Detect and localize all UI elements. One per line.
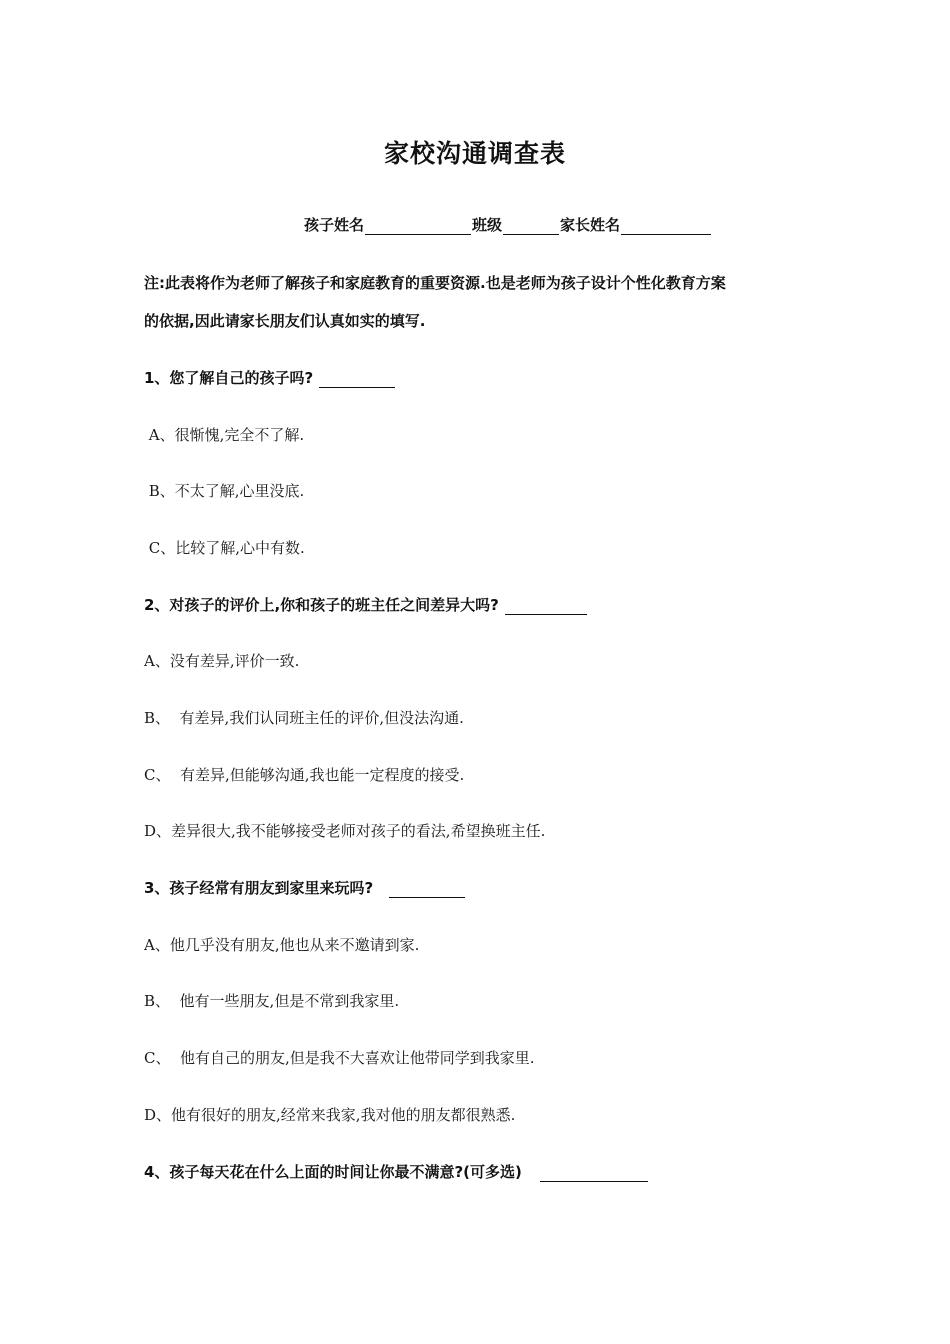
question-1-answer-field[interactable]: [319, 371, 395, 388]
page-title: 家校沟通调查表: [383, 139, 566, 168]
question-3-option-a: A、他几乎没有朋友,他也从来不邀请到家.: [144, 936, 420, 954]
note-line-1: 注:此表将作为老师了解孩子和家庭教育的重要资源.也是老师为孩子设计个性化教育方案: [144, 274, 726, 292]
class-field[interactable]: [503, 218, 559, 235]
class-label: 班级: [472, 216, 503, 234]
question-1-option-c: C、比较了解,心中有数.: [144, 539, 305, 557]
child-name-field[interactable]: [365, 218, 471, 235]
question-2-option-b: B、 有差异,我们认同班主任的评价,但没法沟通.: [144, 709, 464, 727]
question-4-text: 4、孩子每天花在什么上面的时间让你最不满意?(可多选): [144, 1163, 522, 1181]
info-line: [304, 214, 712, 235]
question-1-text: 1、您了解自己的孩子吗?: [144, 369, 314, 387]
question-2-option-d: D、差异很大,我不能够接受老师对孩子的看法,希望换班主任.: [144, 822, 546, 840]
question-3-answer-field[interactable]: [389, 881, 465, 898]
parent-name-label: 家长姓名: [560, 216, 621, 234]
question-3-option-d: D、他有很好的朋友,经常来我家,我对他的朋友都很熟悉.: [144, 1106, 516, 1124]
question-1-option-a: A、很惭愧,完全不了解.: [144, 426, 305, 444]
question-2: [144, 594, 587, 615]
note-line-2: 的依据,因此请家长朋友们认真如实的填写.: [144, 312, 426, 330]
question-3: [144, 877, 465, 898]
question-3-text: 3、孩子经常有朋友到家里来玩吗?: [144, 879, 374, 897]
question-1-option-b: B、不太了解,心里没底.: [144, 482, 305, 500]
question-1: [144, 367, 395, 388]
question-3-option-c: C、 他有自己的朋友,但是我不大喜欢让他带同学到我家里.: [144, 1049, 535, 1067]
question-2-answer-field[interactable]: [505, 598, 587, 615]
child-name-label: 孩子姓名: [304, 216, 365, 234]
parent-name-field[interactable]: [621, 218, 711, 235]
question-4-answer-field[interactable]: [540, 1165, 648, 1182]
question-2-text: 2、对孩子的评价上,你和孩子的班主任之间差异大吗?: [144, 596, 499, 614]
question-4: [144, 1161, 648, 1182]
question-3-option-b: B、 他有一些朋友,但是不常到我家里.: [144, 992, 400, 1010]
question-2-option-c: C、 有差异,但能够沟通,我也能一定程度的接受.: [144, 766, 465, 784]
question-2-option-a: A、没有差异,评价一致.: [144, 652, 300, 670]
